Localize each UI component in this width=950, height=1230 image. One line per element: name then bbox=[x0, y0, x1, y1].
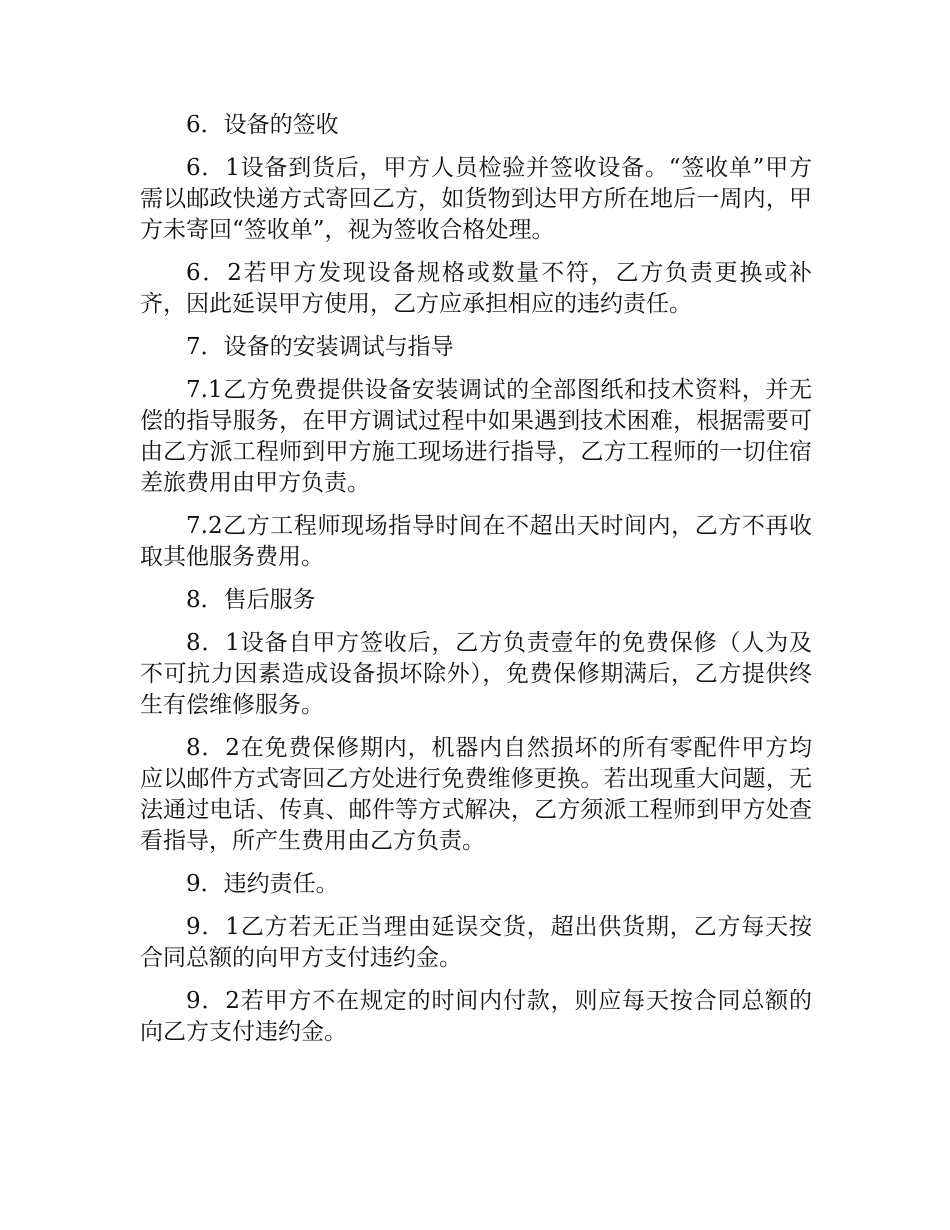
clause-7-1: 7.1乙方免费提供设备安装调试的全部图纸和技术资料，并无偿的指导服务，在甲方调试过程中如果遇到技术困难，根据需要可由乙方派工程师到甲方施工现场进行指导，乙方工程师的一切住宿差旅费用由甲方负责。 bbox=[140, 377, 812, 496]
clause-8-2: 8．2在免费保修期内，机器内自然损坏的所有零配件甲方均应以邮件方式寄回乙方处进行免费维修更换。若出现重大问题，无法通过电话、传真、邮件等方式解决，乙方须派工程师到甲方处查看指导，所产生费用由乙方负责。 bbox=[140, 735, 812, 854]
section-heading-9: 9．违约责任。 bbox=[186, 871, 339, 897]
clause-6-1: 6．1设备到货后，甲方人员检验并签收设备。“签收单”甲方需以邮政快递方式寄回乙方，如货物到达甲方所在地后一周内，甲方未寄回“签收单”，视为签收合格处理。 bbox=[140, 155, 812, 243]
clause-9-1: 9．1乙方若无正当理由延误交货，超出供货期，乙方每天按合同总额的向甲方支付违约金。 bbox=[140, 914, 812, 971]
clause-8-1: 8．1设备自甲方签收后，乙方负责壹年的免费保修（人为及不可抗力因素造成设备损坏除外），免费保修期满后，乙方提供终生有偿维修服务。 bbox=[140, 630, 812, 718]
clause-6-2: 6．2若甲方发现设备规格或数量不符，乙方负责更换或补齐，因此延误甲方使用，乙方应承担相应的违约责任。 bbox=[140, 260, 812, 317]
section-heading-8: 8．售后服务 bbox=[186, 587, 316, 613]
document-page bbox=[140, 110, 812, 1060]
section-heading-6: 6．设备的签收 bbox=[186, 112, 339, 138]
clause-9-2: 9．2若甲方不在规定的时间内付款，则应每天按合同总额的向乙方支付违约金。 bbox=[140, 988, 812, 1045]
clause-7-2: 7.2乙方工程师现场指导时间在不超出天时间内，乙方不再收取其他服务费用。 bbox=[140, 513, 812, 570]
section-heading-7: 7．设备的安装调试与指导 bbox=[186, 334, 454, 360]
